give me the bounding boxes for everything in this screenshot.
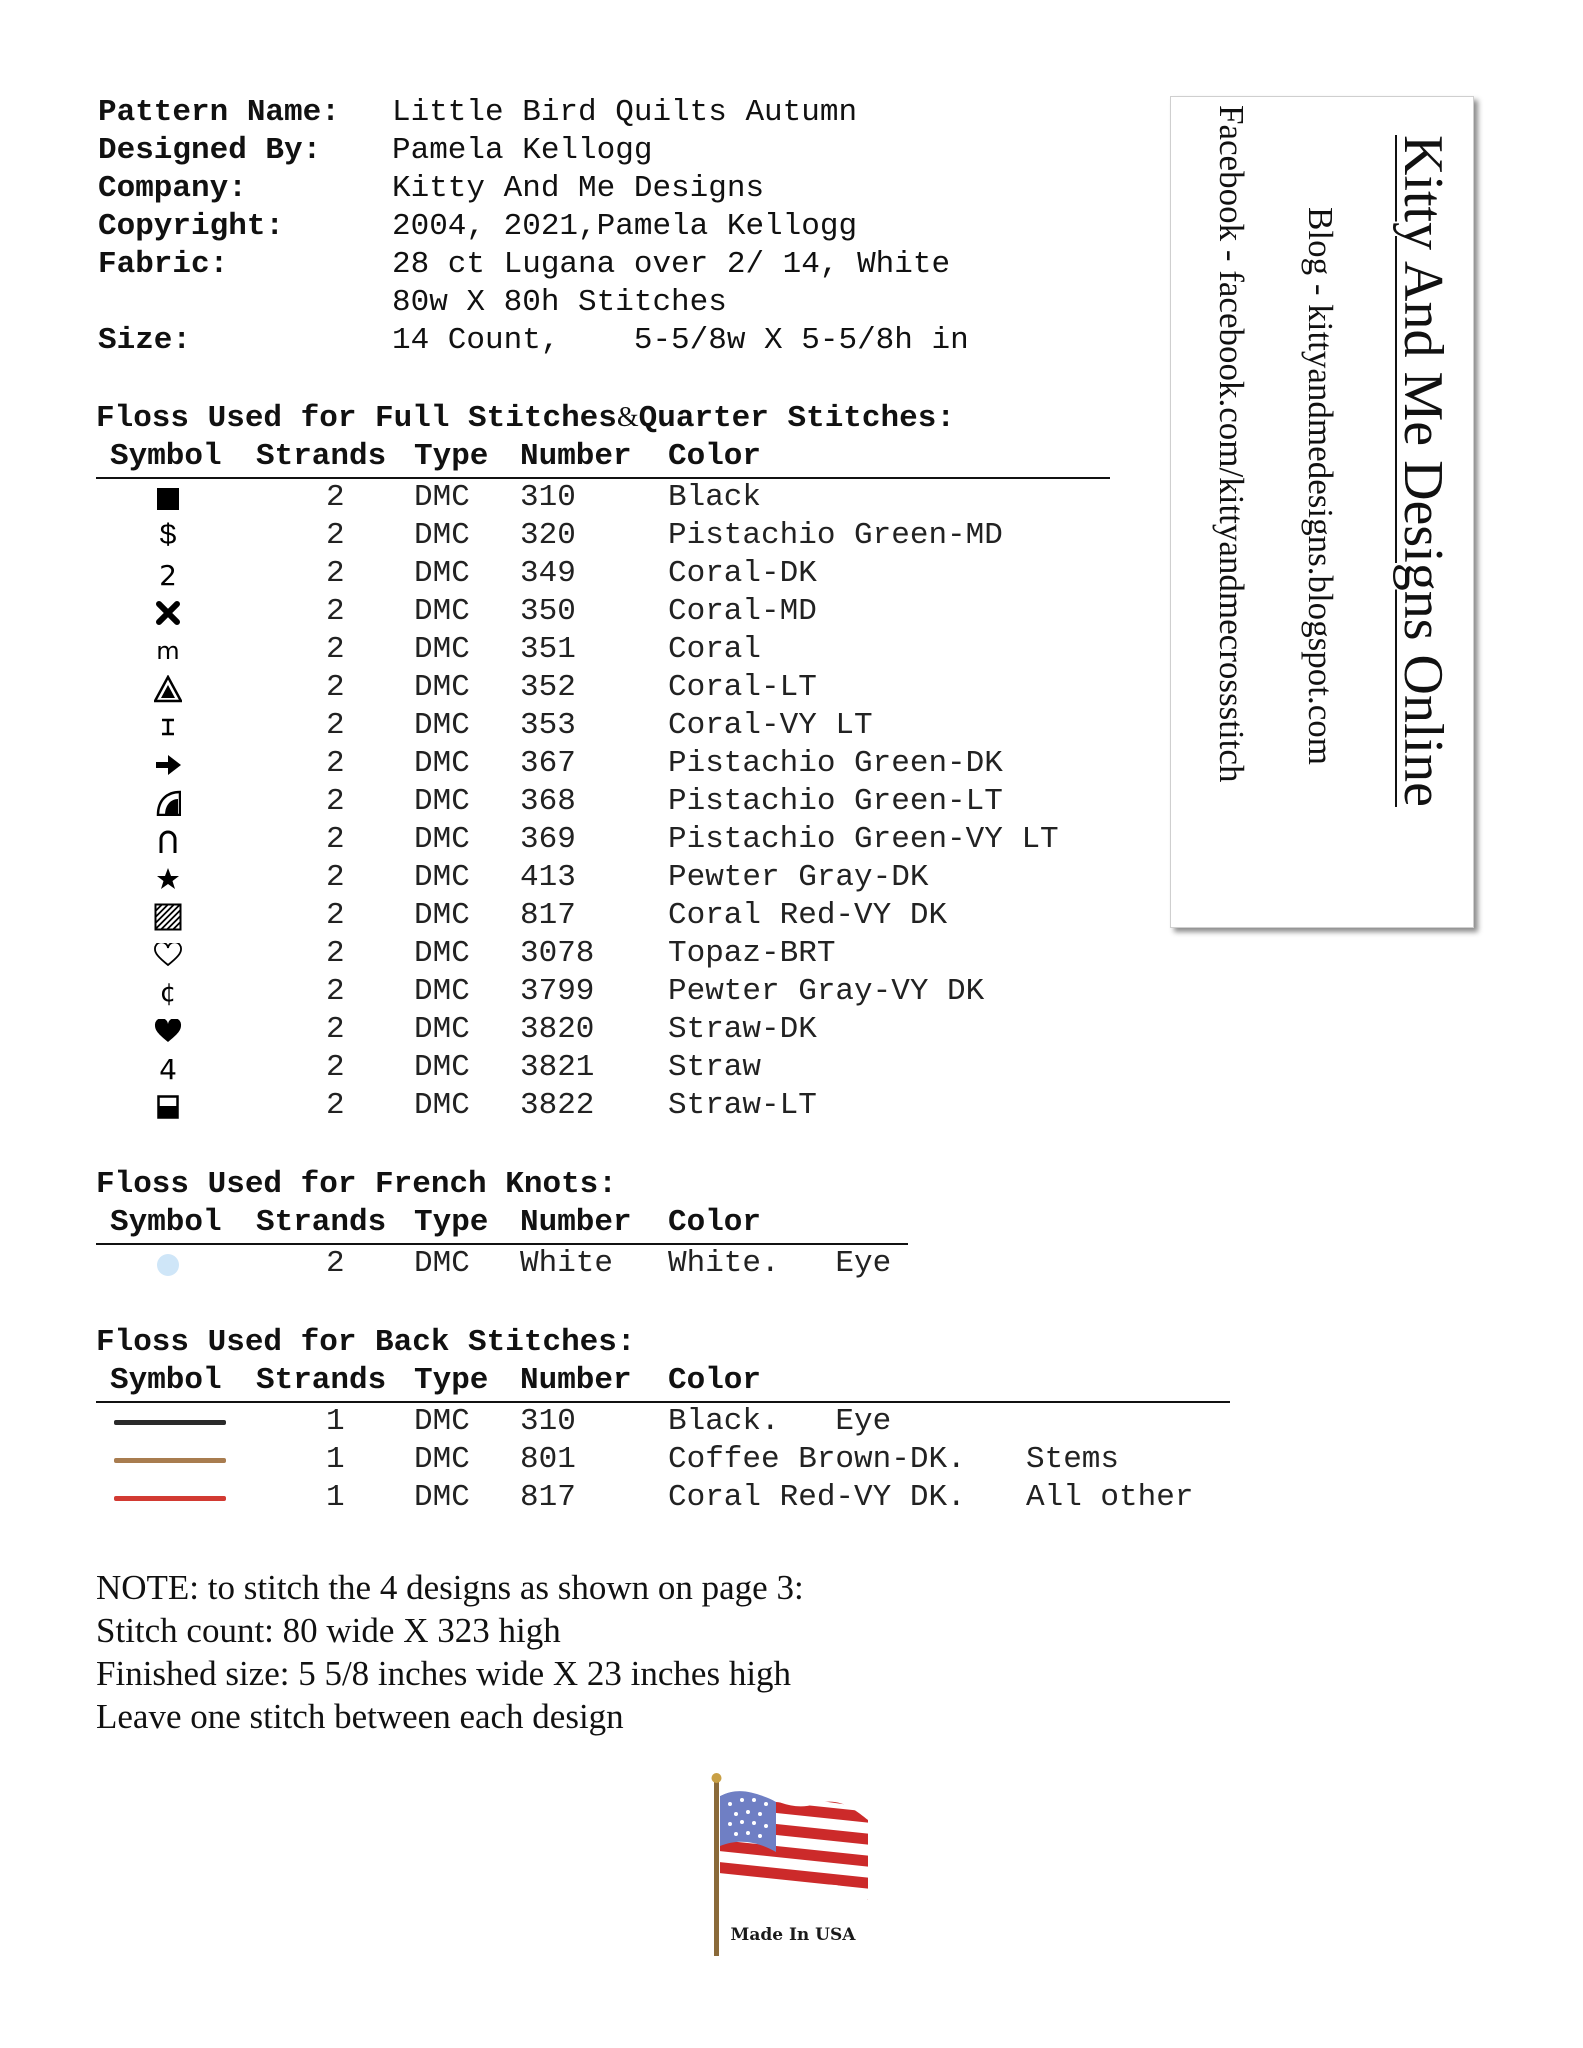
section-title: Floss Used for French Knots: [96, 1167, 617, 1202]
color: Coral-LT [668, 670, 817, 705]
field-label: Fabric: [98, 247, 229, 282]
title-part: Quarter Stitches: [638, 401, 955, 436]
number: 3821 [520, 1050, 595, 1085]
type: DMC [414, 518, 470, 553]
color: Straw-LT [668, 1088, 817, 1123]
table-row [0, 784, 1200, 822]
strands: 2 [326, 480, 345, 515]
type: DMC [414, 670, 470, 705]
type: DMC [414, 1012, 470, 1047]
number: 320 [520, 518, 576, 553]
strands: 2 [326, 594, 345, 629]
table-row [0, 1012, 1200, 1050]
strands: 2 [326, 898, 345, 933]
dot-icon [148, 1246, 188, 1284]
type: DMC [414, 746, 470, 781]
serif-i-icon [148, 708, 188, 746]
color: Pistachio Green-DK [668, 746, 1003, 781]
type: DMC [414, 898, 470, 933]
field-value: 14 Count, 5-5/8w X 5-5/8h in [392, 323, 969, 358]
digit-4-icon: 4 [159, 1052, 177, 1086]
table-row [0, 1246, 1200, 1284]
col-color: Color [668, 1363, 762, 1398]
note-line: Leave one stitch between each design [96, 1697, 624, 1736]
table-row [0, 898, 1200, 936]
color: Coral [668, 632, 762, 667]
type: DMC [414, 784, 470, 819]
col-color: Color [668, 1205, 762, 1240]
col-symbol: Symbol [110, 439, 222, 474]
table-row [0, 632, 1200, 670]
field-value: 28 ct Lugana over 2/ 14, White [392, 247, 951, 282]
col-strands: Strands [256, 1363, 387, 1398]
col-number: Number [520, 1205, 632, 1240]
number: 413 [520, 860, 576, 895]
field-value: Pamela Kellogg [392, 133, 653, 168]
number: 369 [520, 822, 576, 857]
table-row [0, 936, 1200, 974]
table-row [0, 670, 1200, 708]
field-value: 2004, 2021,Pamela Kellogg [392, 209, 858, 244]
field-label: Company: [98, 171, 247, 206]
table-row [0, 1480, 1200, 1518]
field-value: Little Bird Quilts Autumn [392, 95, 858, 130]
strands: 2 [326, 860, 345, 895]
section-title [96, 401, 955, 436]
star-icon [148, 860, 188, 898]
strands: 2 [326, 1012, 345, 1047]
col-symbol: Symbol [110, 1205, 222, 1240]
color: Topaz-BRT [668, 936, 836, 971]
col-number: Number [520, 1363, 632, 1398]
made-in-usa-logo [700, 1768, 880, 1960]
type: DMC [414, 822, 470, 857]
header-rule [96, 477, 1110, 479]
color: Straw [668, 1050, 762, 1085]
col-type: Type [414, 1363, 489, 1398]
field-label: Copyright: [98, 209, 285, 244]
strands: 2 [326, 670, 345, 705]
type: DMC [414, 1050, 470, 1085]
type: DMC [414, 1404, 470, 1439]
ampersand: & [616, 402, 639, 433]
cent-icon: ¢ [159, 978, 177, 1008]
table-row [0, 556, 1200, 594]
logo-text: Made In USA [730, 1925, 856, 1945]
number: 817 [520, 898, 576, 933]
info-card-content [1171, 97, 1473, 927]
strands: 2 [326, 746, 345, 781]
type: DMC [414, 936, 470, 971]
number: 310 [520, 480, 576, 515]
facebook-link: Facebook - facebook.com/kittyandmecrossstitch [1212, 105, 1251, 783]
field-label: Designed By: [98, 133, 322, 168]
strands: 2 [326, 518, 345, 553]
col-type: Type [414, 1205, 489, 1240]
dollar-icon: $ [158, 520, 177, 554]
col-symbol: Symbol [110, 1363, 222, 1398]
strands: 1 [326, 1480, 345, 1515]
line-swatch [114, 1420, 226, 1425]
col-color: Color [668, 439, 762, 474]
table-row [0, 822, 1200, 860]
number: 351 [520, 632, 576, 667]
table-row [0, 746, 1200, 784]
type: DMC [414, 974, 470, 1009]
line-swatch [114, 1496, 226, 1501]
number: 349 [520, 556, 576, 591]
number: 352 [520, 670, 576, 705]
leaf-icon [148, 784, 188, 822]
color: Pistachio Green-VY LT [668, 822, 1059, 857]
field-value: 80w X 80h Stitches [392, 285, 727, 320]
number: 3078 [520, 936, 595, 971]
note-line: Stitch count: 80 wide X 323 high [96, 1611, 561, 1650]
designer-info-card [1170, 96, 1474, 928]
flag-icon [700, 1768, 880, 1960]
strands: 2 [326, 632, 345, 667]
info-title: Kitty And Me Designs Online [1392, 135, 1454, 807]
heavy-x-icon [148, 594, 188, 632]
outline-heart-icon [148, 936, 188, 974]
color: Coral-DK [668, 556, 817, 591]
col-type: Type [414, 439, 489, 474]
number: 3799 [520, 974, 595, 1009]
blog-link: Blog - kittyandmedesigns.blogspot.com [1301, 207, 1340, 766]
color: Black [668, 480, 762, 515]
field-label: Size: [98, 323, 192, 358]
solid-heart-icon [148, 1012, 188, 1050]
section-title: Floss Used for Back Stitches: [96, 1325, 636, 1360]
table-row [0, 1442, 1200, 1480]
type: DMC [414, 480, 470, 515]
color: White. Eye [668, 1246, 892, 1281]
type: DMC [414, 1088, 470, 1123]
color: Coral-MD [668, 594, 817, 629]
strands: 2 [326, 708, 345, 743]
strands: 1 [326, 1442, 345, 1477]
type: DMC [414, 594, 470, 629]
arch-icon [148, 822, 188, 860]
digit-2-icon: 2 [159, 558, 177, 592]
strands: 2 [326, 1088, 345, 1123]
note-line: NOTE: to stitch the 4 designs as shown on page 3: [96, 1568, 804, 1607]
table-row [0, 974, 1200, 1012]
color: Pistachio Green-MD [668, 518, 1003, 553]
number: 310 [520, 1404, 576, 1439]
table-row [0, 480, 1200, 518]
color: Pewter Gray-DK [668, 860, 929, 895]
color: Coral-VY LT [668, 708, 873, 743]
col-strands: Strands [256, 1205, 387, 1240]
number: 353 [520, 708, 576, 743]
table-row [0, 708, 1200, 746]
table-row [0, 860, 1200, 898]
color: Pewter Gray-VY DK [668, 974, 985, 1009]
triangle-icon [148, 670, 188, 708]
title-part: Floss Used for Full Stitches [96, 401, 617, 436]
type: DMC [414, 1480, 470, 1515]
right-arrow-icon [148, 746, 188, 784]
half-square-icon [148, 1088, 188, 1126]
number: 801 [520, 1442, 576, 1477]
note-line: Finished size: 5 5/8 inches wide X 23 inches high [96, 1654, 792, 1693]
strands: 2 [326, 784, 345, 819]
number: 350 [520, 594, 576, 629]
strands: 2 [326, 556, 345, 591]
color: Coffee Brown-DK. [668, 1442, 966, 1477]
letter-m-icon: m [156, 637, 180, 665]
strands: 1 [326, 1404, 345, 1439]
color: Straw-DK [668, 1012, 817, 1047]
table-row [0, 1088, 1200, 1126]
usage-note: All other [1026, 1480, 1194, 1515]
table-row [0, 1404, 1200, 1442]
table-row [0, 594, 1200, 632]
line-swatch [114, 1458, 226, 1463]
type: DMC [414, 632, 470, 667]
header-rule [96, 1401, 1230, 1403]
usage-note: Stems [1026, 1442, 1120, 1477]
number: 817 [520, 1480, 576, 1515]
black-square-icon [148, 480, 188, 518]
strands: 2 [326, 974, 345, 1009]
strands: 2 [326, 1246, 345, 1281]
color: Coral Red-VY DK. [668, 1480, 966, 1515]
number: 3822 [520, 1088, 595, 1123]
number: 367 [520, 746, 576, 781]
number: 3820 [520, 1012, 595, 1047]
strands: 2 [326, 936, 345, 971]
strands: 2 [326, 822, 345, 857]
color: Black. Eye [668, 1404, 892, 1439]
number: White [520, 1246, 614, 1281]
col-number: Number [520, 439, 632, 474]
hatched-square-icon [148, 898, 188, 936]
type: DMC [414, 1246, 470, 1281]
number: 368 [520, 784, 576, 819]
color: Coral Red-VY DK [668, 898, 948, 933]
type: DMC [414, 708, 470, 743]
field-label: Pattern Name: [98, 95, 340, 130]
strands: 2 [326, 1050, 345, 1085]
table-row [0, 1050, 1200, 1088]
col-strands: Strands [256, 439, 387, 474]
header-rule [96, 1243, 908, 1245]
type: DMC [414, 556, 470, 591]
field-value: Kitty And Me Designs [392, 171, 765, 206]
type: DMC [414, 860, 470, 895]
color: Pistachio Green-LT [668, 784, 1003, 819]
type: DMC [414, 1442, 470, 1477]
table-row [0, 518, 1200, 556]
